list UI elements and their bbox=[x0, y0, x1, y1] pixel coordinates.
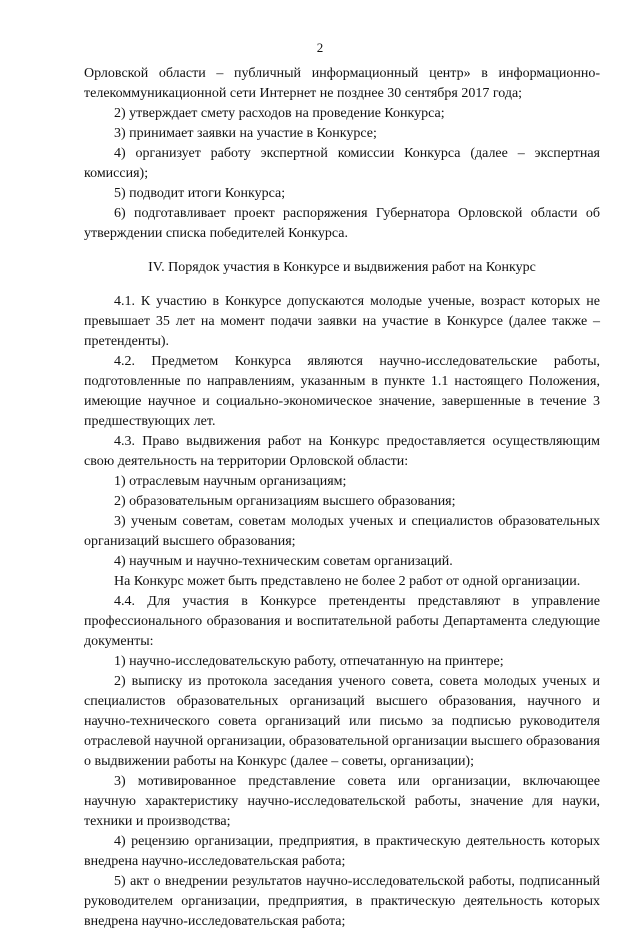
paragraph: 5) акт о внедрении результатов научно-исследовательской работы, подписанный руководителем организации, предприятия, в практическую деятельность которых внедрена научно-исследовательская работа; bbox=[84, 874, 600, 929]
paragraph: 1) отраслевым научным организациям; bbox=[114, 474, 347, 489]
paragraph: 3) принимает заявки на участие в Конкурсе; bbox=[114, 126, 377, 141]
paragraph: 4) организует работу экспертной комиссии Конкурса (далее – экспертная комиссия); bbox=[84, 146, 600, 181]
paragraph: 4.2. Предметом Конкурса являются научно-исследовательские работы, подготовленные по направлениям, указанным в пункте 1.1 настоящего Положения, имеющие научное и социально-экономическое значение, завершенные в течение 3 предшествующих лет. bbox=[84, 354, 600, 429]
paragraph: 1) научно-исследовательскую работу, отпечатанную на принтере; bbox=[114, 654, 504, 669]
section-iv-body bbox=[84, 292, 600, 932]
paragraph: 4.3. Право выдвижения работ на Конкурс предоставляется осуществляющим свою деятельность на территории Орловской области: bbox=[84, 434, 600, 469]
paragraph: 3) мотивированное представление совета или организации, включающее научную характеристику научно-исследовательской работы, значение для науки, техники и производства; bbox=[84, 774, 600, 829]
paragraph: 4.1. К участию в Конкурсе допускаются молодые ученые, возраст которых не превышает 35 лет на момент подачи заявки на участие в Конкурсе (далее также – претенденты). bbox=[84, 294, 600, 349]
paragraph: 2) образовательным организациям высшего образования; bbox=[114, 494, 456, 509]
paragraph: 4.4. Для участия в Конкурсе претенденты представляют в управление профессионального образования и воспитательной работы Департамента следующие документы: bbox=[84, 594, 600, 649]
paragraph: 4) рецензию организации, предприятия, в практическую деятельность которых внедрена научно-исследовательская работа; bbox=[84, 834, 600, 869]
paragraph: 6) подготавливает проект распоряжения Губернатора Орловской области об утверждении списка победителей Конкурса. bbox=[84, 206, 600, 241]
paragraph: 4) научным и научно-техническим советам организаций. bbox=[114, 554, 453, 569]
section-title: IV. Порядок участия в Конкурсе и выдвижения работ на Конкурс bbox=[148, 260, 536, 275]
paragraph: 2) выписку из протокола заседания ученого совета, совета молодых ученых и специалистов образовательных организаций высшего образования, научного и научно-технического совета организаций или письмо за подписью руководителя отраслевой научной организации, образовательной организации высшего образования о выдвижении работы на Конкурс (далее – советы, организации); bbox=[84, 674, 600, 769]
paragraph: 5) подводит итоги Конкурса; bbox=[114, 186, 286, 201]
paragraph: Орловской области – публичный информационный центр» в информационно-телекоммуникационной сети Интернет не позднее 30 сентября 2017 года; bbox=[84, 66, 600, 101]
paragraph: На Конкурс может быть представлено не более 2 работ от одной организации. bbox=[114, 574, 581, 589]
page-number: 2 bbox=[316, 40, 324, 55]
document-body bbox=[84, 64, 600, 932]
paragraph: 3) ученым советам, советам молодых ученых и специалистов образовательных организаций высшего образования; bbox=[84, 514, 600, 549]
section-iii-continuation bbox=[84, 64, 600, 244]
paragraph: 2) утверждает смету расходов на проведение Конкурса; bbox=[114, 106, 445, 121]
